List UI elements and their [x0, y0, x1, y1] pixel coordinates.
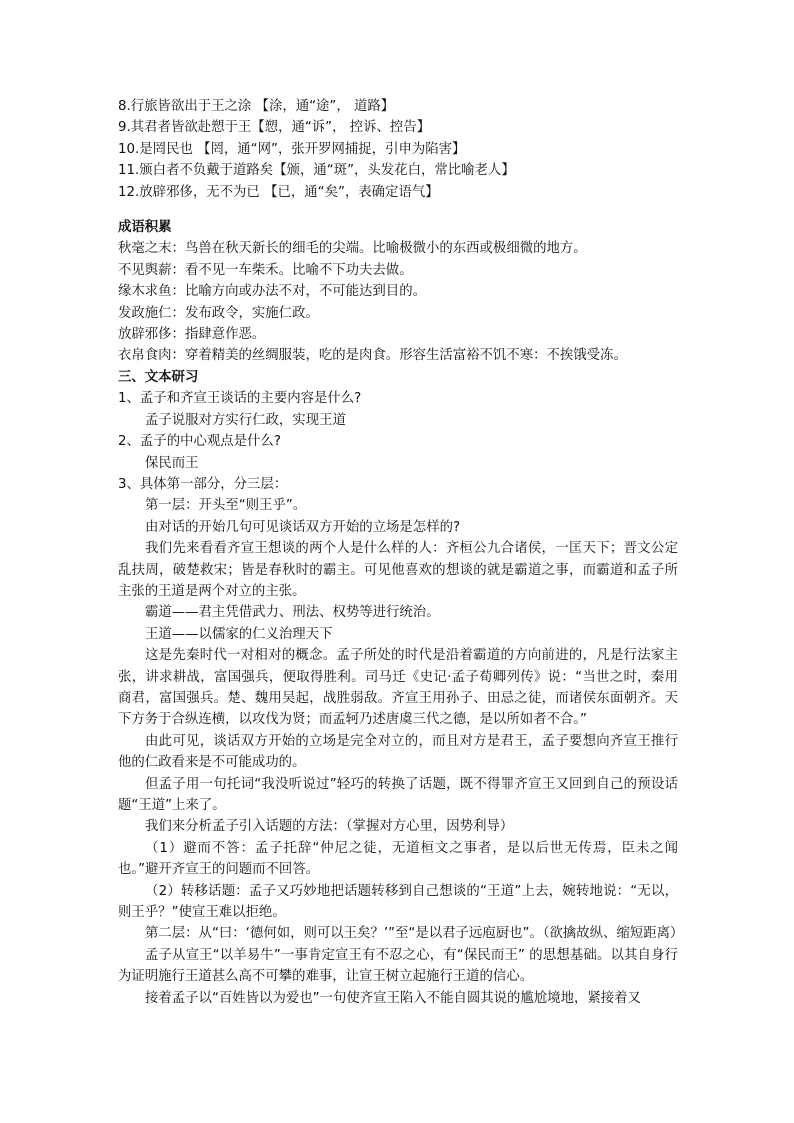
idioms-heading: 成语积累	[118, 220, 172, 236]
idiom-item: 不见舆薪：看不见一车柴禾。比喻不下功夫去做。	[118, 262, 413, 278]
layer-2-heading: 第二层：从“曰：‘德何如，则可以王矣？’”至“是以君子远庖厨也”。（欲擒故纵、缩短距离）	[145, 926, 684, 942]
paragraph: 霸道——君主凭借武力、刑法、权势等进行统治。	[145, 605, 440, 621]
section-heading: 三、文本研习	[118, 369, 199, 385]
paragraph: 孟子从宣王“以羊易牛”一事肯定宣王有不忍之心，有“保民而王” 的思想基础。以其自身行为证明施行王道甚么高不可攀的难事，让宣王树立起施行王道的信心。	[118, 947, 678, 985]
idiom-item: 放辟邪侈：指肆意作恶。	[118, 327, 266, 343]
document-page	[118, 96, 684, 1009]
paragraph: 接着孟子以“百姓皆以为爱也”一句使齐宣王陷入不能自圆其说的尴尬境地，紧接着又	[145, 990, 641, 1006]
idiom-item: 缘木求鱼：比喻方向或办法不对，不可能达到目的。	[118, 284, 426, 300]
paragraph: 我们先来看看齐宣王想谈的两个人是什么样的人：齐桓公九合诸侯，一匡天下；晋文公定乱扶周，破楚救宋；皆是春秋时的霸主。可见他喜欢的想谈的就是霸道之事，而霸道和孟子所主张的王道是两个对立的主张。	[118, 541, 678, 599]
answer-2: 保民而王	[145, 455, 199, 471]
note-line: 12.放辟邪侈，无不为已 【已，通“矣”，表确定语气】	[118, 184, 439, 200]
paragraph: 但孟子用一句托词“我没听说过”轻巧的转换了话题，既不得罪齐宣王又回到自己的预设话题“王道”上来了。	[118, 776, 678, 813]
layer-1-heading: 第一层：开头至“则王乎”。	[145, 498, 307, 514]
idiom-item: 秋毫之末：鸟兽在秋天新长的细毛的尖端。比喻极微小的东西或极细微的地方。	[118, 241, 587, 257]
paragraph: 这是先秦时代一对相对的概念。孟子所处的时代是沿着霸道的方向前进的，凡是行法家主张，讲求耕战，富国强兵，便取得胜利。司马迁《史记·孟子荀卿列传》说：“当世之时，秦用商君，富国强兵。楚、魏用吴起，战胜弱敌。齐宣王用孙子、田忌之徒，而诸侯东面朝齐。天下方务于合纵连横，以攻伐为贤；而孟轲乃述唐虞三代之德，是以所如者不合。”	[118, 648, 678, 728]
note-line: 11.颁白者不负戴于道路矣【颁，通“斑”，头发花白，常比喻老人】	[118, 163, 515, 179]
paragraph: 我们来分析孟子引入话题的方法：（掌握对方心里，因势利导）	[145, 819, 514, 835]
note-line: 10.是罔民也 【罔，通“网”，张开罗网捕捉，引申为陷害】	[118, 141, 466, 157]
paragraph: （1）避而不答：孟子托辞“仲尼之徒，无道桓文之事者，是以后世无传焉，臣未之闻也。”避开齐宣王的问题而不回答。	[118, 840, 678, 878]
question-3: 3、具体第一部分，分三层：	[118, 476, 288, 492]
paragraph: 由对话的开始几句可见谈话双方开始的立场是怎样的?	[145, 519, 461, 535]
answer-1: 孟子说服对方实行仁政，实现王道	[145, 412, 346, 428]
idiom-item: 衣帛食肉：穿着精美的丝绸服装，吃的是肉食。形容生活富裕不饥不寒：不挨饿受冻。	[118, 348, 627, 364]
idiom-item: 发政施仁：发布政令，实施仁政。	[118, 305, 319, 321]
paragraph: （2）转移话题：孟子又巧妙地把话题转移到自己想谈的“王道”上去，婉转地说：“无以，则王乎？”使宣王难以拒绝。	[118, 883, 678, 921]
note-line: 9.其君者皆欲赴愬于王【愬，通“诉”， 控诉、控告】	[118, 120, 431, 136]
question-1: 1、孟子和齐宣王谈话的主要内容是什么?	[118, 391, 362, 407]
paragraph: 由此可见，谈话双方开始的立场是完全对立的，而且对方是君王，孟子要想向齐宣王推行他的仁政看来是不可能成功的。	[118, 733, 678, 771]
paragraph: 王道——以儒家的仁义治理天下	[145, 626, 333, 642]
question-2: 2、孟子的中心观点是什么?	[118, 434, 281, 450]
note-line: 8.行旅皆欲出于王之涂 【涂，通“途”， 道路】	[118, 99, 395, 114]
